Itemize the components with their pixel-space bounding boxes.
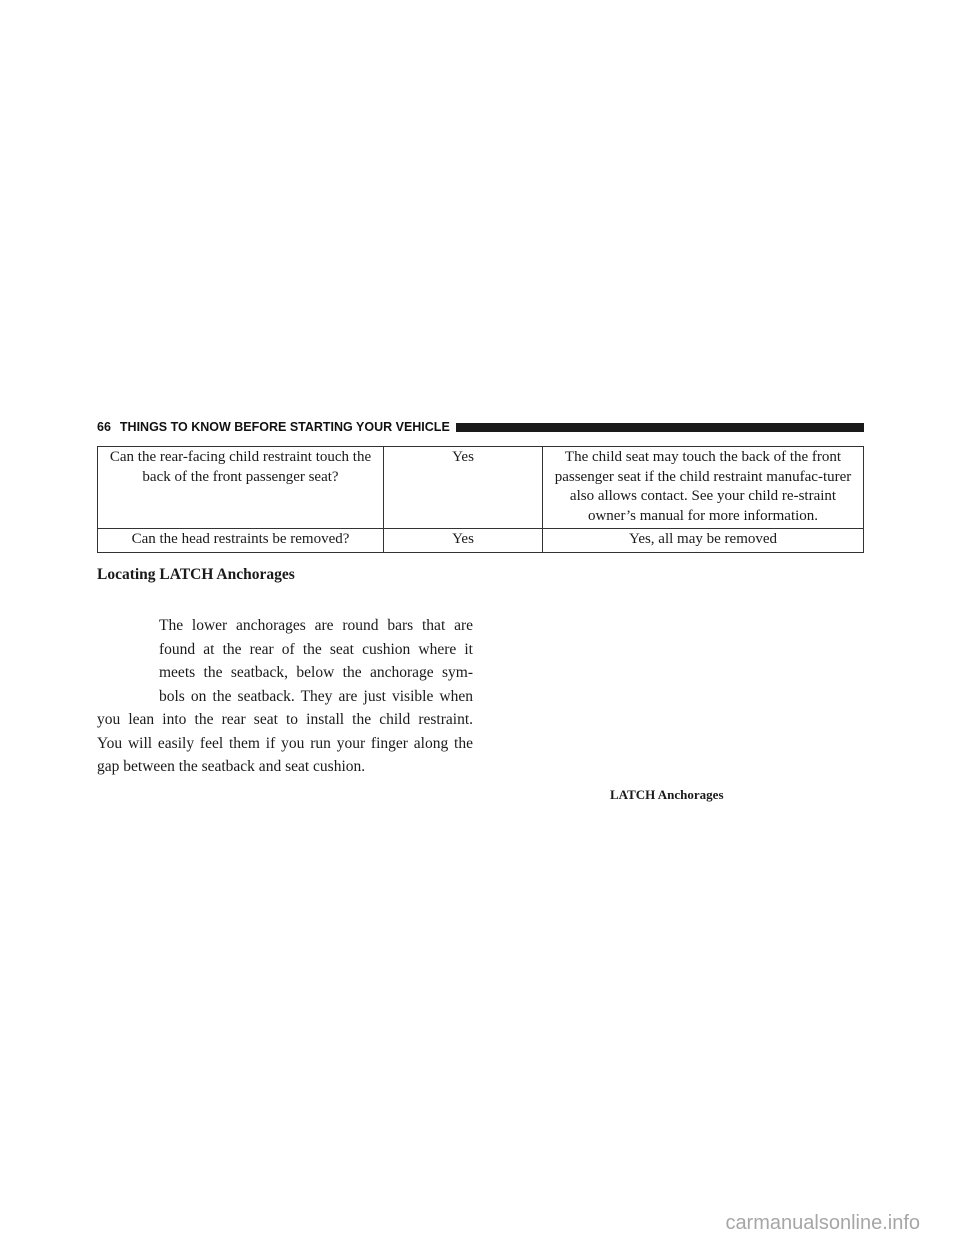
header-rule xyxy=(456,423,864,432)
question-cell: Can the rear-facing child restraint touch the back of the front passenger seat? xyxy=(98,447,384,529)
detail-cell: Yes, all may be removed xyxy=(543,529,864,553)
answer-cell: Yes xyxy=(384,447,543,529)
answer-cell: Yes xyxy=(384,529,543,553)
page-header xyxy=(97,418,864,436)
page-number: 66 xyxy=(97,420,111,434)
paragraph-line: meets the seatback, below the anchorage sym- xyxy=(159,664,473,681)
table-row xyxy=(98,447,864,529)
table-row xyxy=(98,529,864,553)
figure-caption: LATCH Anchorages xyxy=(610,787,724,802)
paragraph-line: You will easily feel them if you run your finger along the xyxy=(97,734,473,752)
paragraph-line: you lean into the rear seat to install the child restraint. xyxy=(97,711,473,728)
faq-table xyxy=(97,446,864,553)
section-heading: Locating LATCH Anchorages xyxy=(97,566,295,583)
paragraph-line: found at the rear of the seat cushion where it xyxy=(159,640,473,658)
section-title: THINGS TO KNOW BEFORE STARTING YOUR VEHICLE xyxy=(119,420,450,434)
paragraph-line: The lower anchorages are round bars that are xyxy=(159,617,473,634)
paragraph-line: gap between the seatback and seat cushion. xyxy=(97,758,366,775)
watermark: carmanualsonline.info xyxy=(725,1212,920,1234)
paragraph-line: bols on the seatback. They are just visible when xyxy=(159,687,473,705)
detail-cell: The child seat may touch the back of the front passenger seat if the child restraint manufac-turer also allows contact. See your child re-straint owner’s manual for more information. xyxy=(543,447,864,529)
body-paragraph xyxy=(97,614,473,779)
question-cell: Can the head restraints be removed? xyxy=(98,529,384,553)
